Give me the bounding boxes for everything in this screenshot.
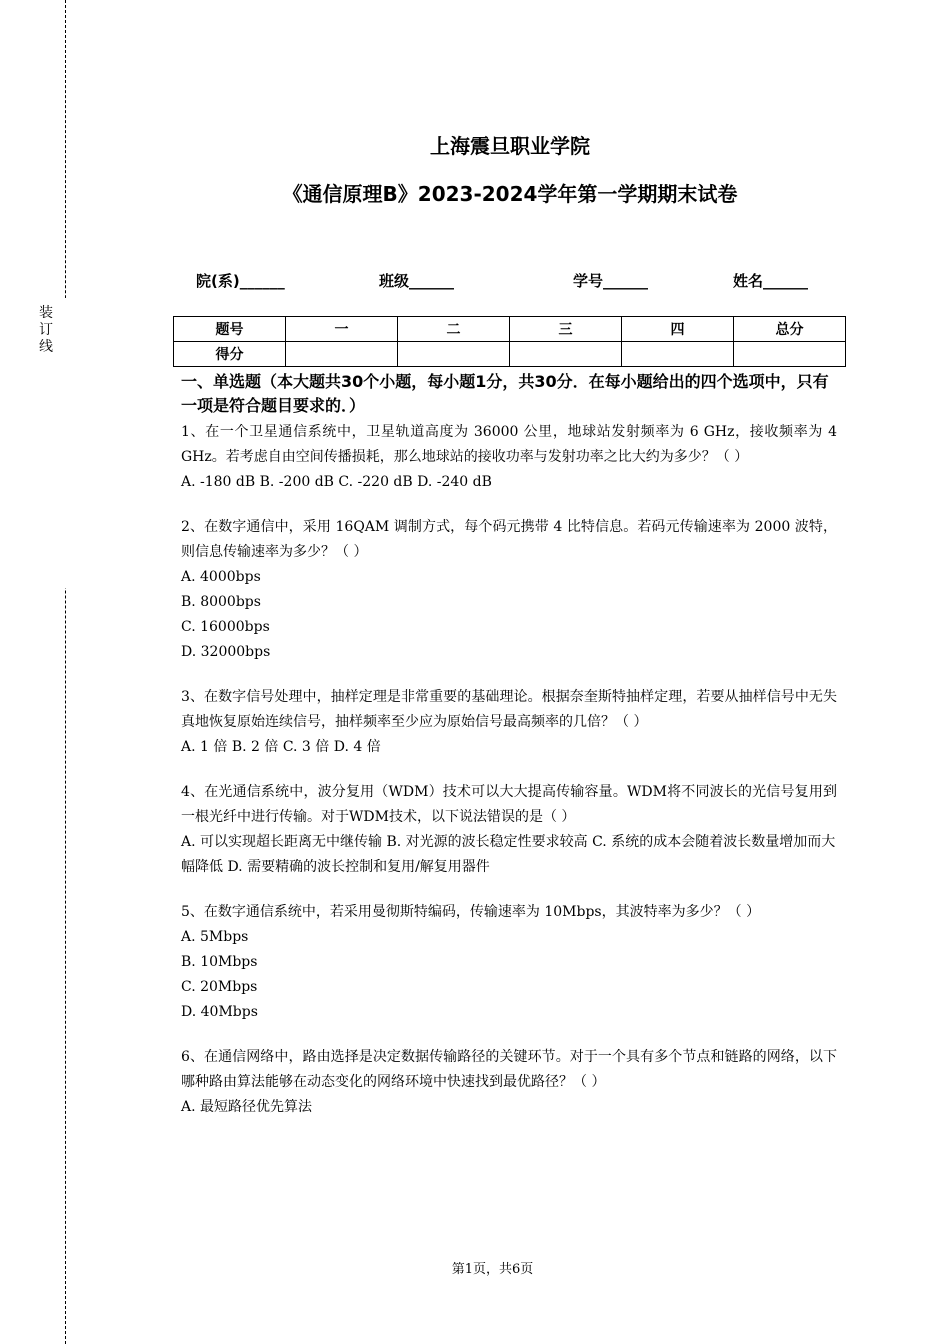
option-a: A. 最短路径优先算法 <box>181 1099 313 1115</box>
question-stem: 4、在光通信系统中，波分复用（WDM）技术可以大大提高传输容量。WDM将不同波长的光信号复用到一根光纤中进行传输。对于WDM技术，以下说法错误的是（ ） <box>181 784 837 825</box>
option-d: D. 40Mbps <box>181 1004 258 1020</box>
binding-char: 线 <box>39 339 53 355</box>
option-a: A. 4000bps <box>181 569 261 585</box>
score-header-cell: 二 <box>398 317 510 342</box>
option-d: D. 32000bps <box>181 644 271 660</box>
section-title: 一、单选题（本大题共30个小题，每小题1分，共30分．在每小题给出的四个选项中，只有一项是符合题目要求的．） <box>181 372 829 415</box>
score-cell <box>510 342 622 367</box>
option-c: C. 16000bps <box>181 619 270 635</box>
score-label-cell: 得分 <box>174 342 286 367</box>
score-cell <box>734 342 846 367</box>
question-options: A. -180 dB B. -200 dB C. -220 dB D. -240 dB <box>181 474 492 490</box>
question-stem: 5、在数字通信系统中，若采用曼彻斯特编码，传输速率为 10Mbps，其波特率为多少？（ ） <box>181 904 761 920</box>
question-stem: 1、在一个卫星通信系统中，卫星轨道高度为 36000 公里，地球站发射频率为 6 GHz，接收频率为 4 GHz。若考虑自由空间传播损耗，那么地球站的接收功率与发射功率之比大约为多少？（ ） <box>181 424 837 465</box>
binding-label <box>38 305 54 356</box>
score-header-cell: 题号 <box>174 317 286 342</box>
question-stem: 2、在数字通信中，采用 16QAM 调制方式，每个码元携带 4 比特信息。若码元传输速率为 2000 波特，则信息传输速率为多少？（ ） <box>181 519 837 560</box>
exam-title: 《通信原理B》2023-2024学年第一学期期末试卷 <box>282 182 738 206</box>
score-cell <box>398 342 510 367</box>
score-cell <box>286 342 398 367</box>
score-table-score-row <box>174 342 846 367</box>
student-id-field: 学号______ <box>573 272 649 290</box>
score-cell <box>622 342 734 367</box>
exam-content <box>181 370 837 1120</box>
score-header-cell: 一 <box>286 317 398 342</box>
option-c: C. 20Mbps <box>181 979 258 995</box>
binding-char: 装 <box>39 305 53 321</box>
score-header-cell: 四 <box>622 317 734 342</box>
score-header-cell: 三 <box>510 317 622 342</box>
option-b: B. 10Mbps <box>181 954 258 970</box>
score-header-cell: 总分 <box>734 317 846 342</box>
department-field: 院(系)______ <box>196 272 285 290</box>
question-stem: 6、在通信网络中，路由选择是决定数据传输路径的关键环节。对于一个具有多个节点和链路的网络，以下哪种路由算法能够在动态变化的网络环境中快速找到最优路径？（ ） <box>181 1049 837 1090</box>
school-name: 上海震旦职业学院 <box>430 134 590 158</box>
binding-gap <box>58 298 74 588</box>
binding-char: 订 <box>39 322 53 338</box>
question-options: A. 可以实现超长距离无中继传输 B. 对光源的波长稳定性要求较高 C. 系统的成本会随着波长数量增加而大幅降低 D. 需要精确的波长控制和复用/解复用器件 <box>181 834 836 875</box>
option-a: A. 5Mbps <box>181 929 249 945</box>
name-field: 姓名______ <box>733 272 809 290</box>
score-table-header-row <box>174 317 846 342</box>
question-options: A. 1 倍 B. 2 倍 C. 3 倍 D. 4 倍 <box>181 739 381 755</box>
option-b: B. 8000bps <box>181 594 261 610</box>
question-stem: 3、在数字信号处理中，抽样定理是非常重要的基础理论。根据奈奎斯特抽样定理，若要从抽样信号中无失真地恢复原始连续信号，抽样频率至少应为原始信号最高频率的几倍？（ ） <box>181 689 837 730</box>
score-table <box>173 316 846 367</box>
page-number: 第1页，共6页 <box>451 1262 534 1277</box>
class-field: 班级______ <box>379 272 455 290</box>
